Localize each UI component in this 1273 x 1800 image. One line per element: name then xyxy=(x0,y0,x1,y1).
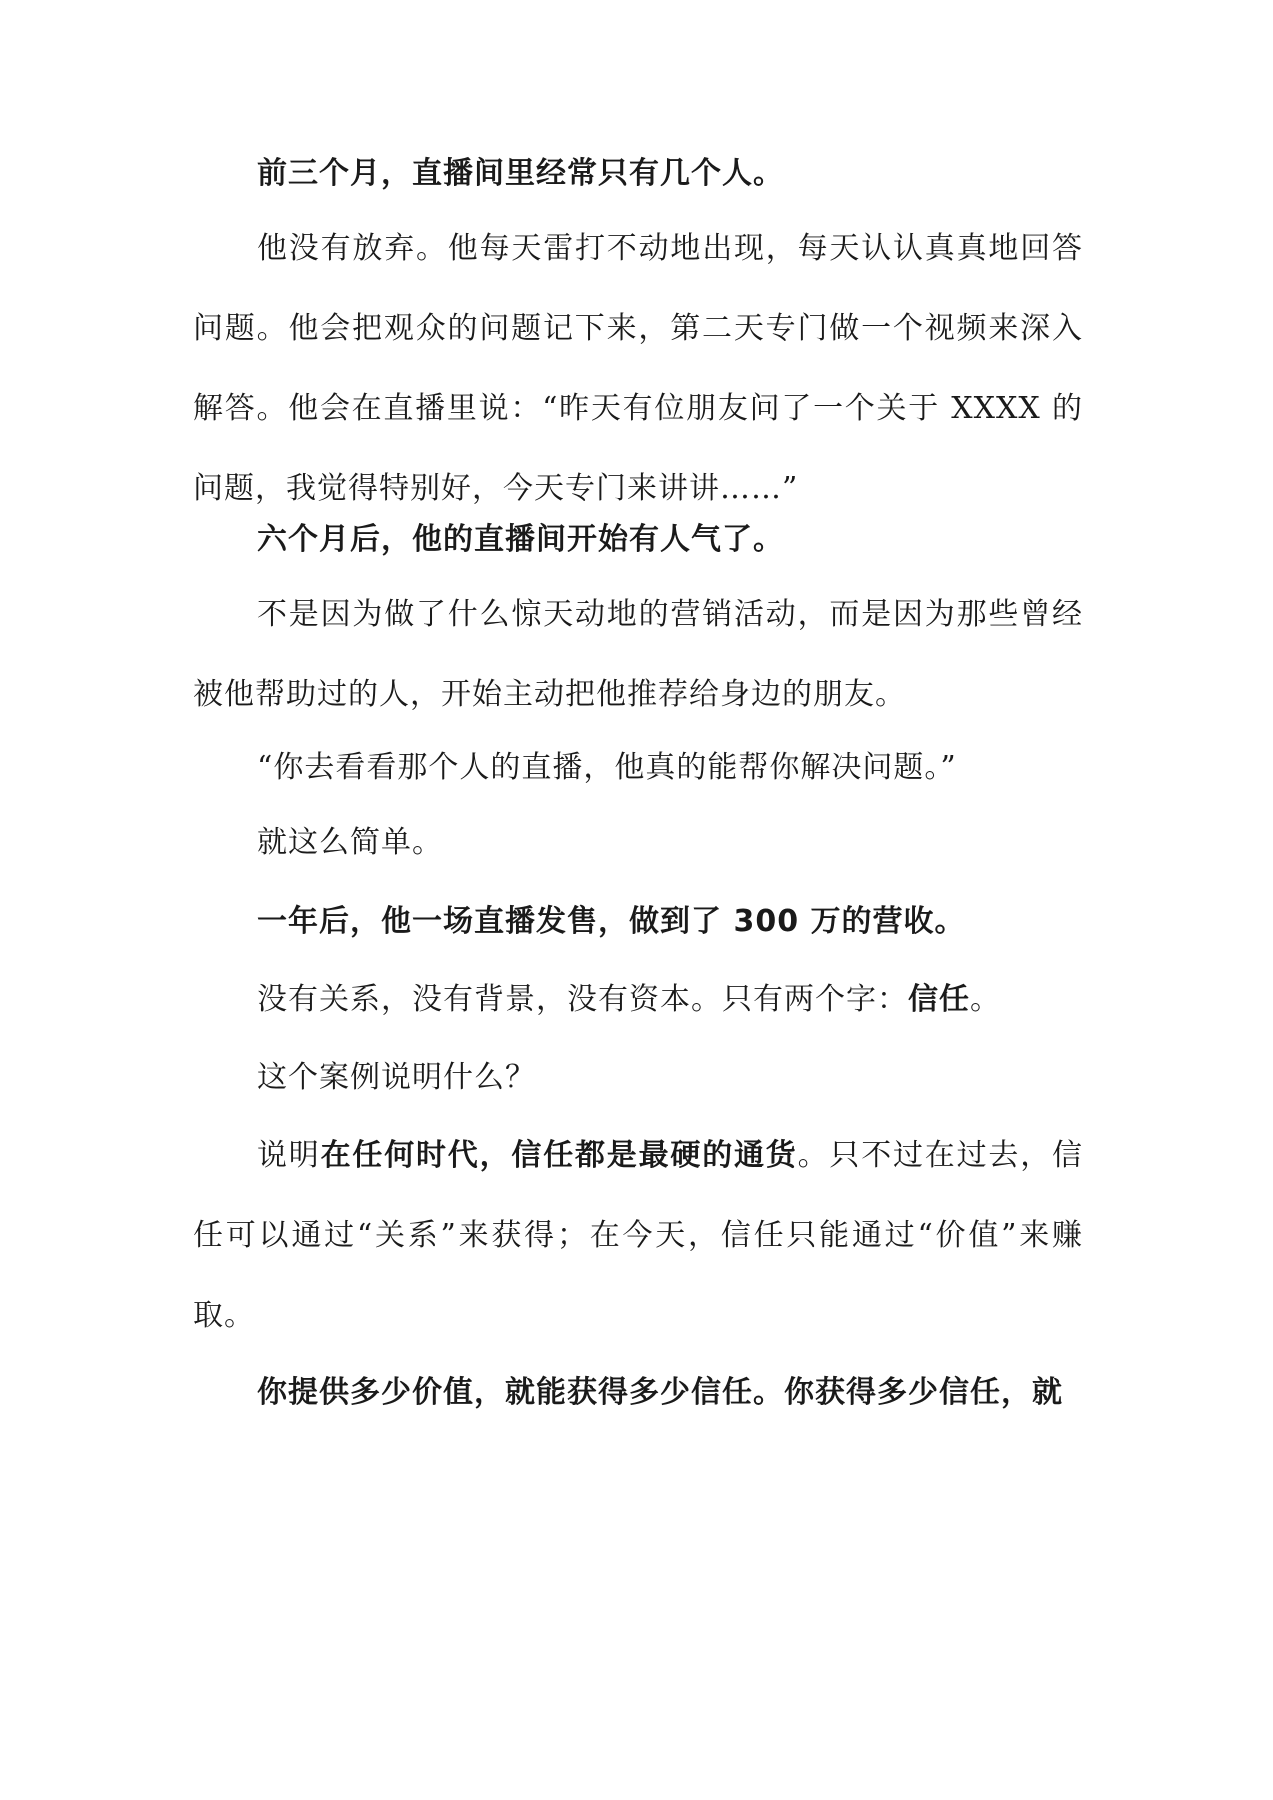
paragraph-six-months-later: 六个月后，他的直播间开始有人气了。 xyxy=(257,522,784,557)
trust-currency-prefix: 说明 xyxy=(257,1138,321,1173)
paragraph-one-year-later: 一年后，他一场直播发售，做到了 300 万的营收。 xyxy=(257,904,966,939)
paragraph-not-marketing: 不是因为做了什么惊天动地的营销活动，而是因为那些曾经被他帮助过的人，开始主动把他推荐给身边的朋友。 xyxy=(193,597,1083,712)
paragraph-trust-currency xyxy=(193,1116,1083,1356)
trust-currency-bold: 在任何时代，信任都是最硬的通货 xyxy=(320,1138,798,1173)
only-trust-suffix: 。 xyxy=(970,982,1001,1017)
paragraph-quote-recommend: “你去看看那个人的直播，他真的能帮你解决问题。” xyxy=(257,750,957,785)
only-trust-prefix: 没有关系，没有背景，没有资本。只有两个字： xyxy=(257,982,908,1017)
paragraph-did-not-give-up: 他没有放弃。他每天雷打不动地出现，每天认认真真地回答问题。他会把观众的问题记下来，第二天专门做一个视频来深入解答。他会在直播里说：“昨天有位朋友问了一个关于 XXXX 的问题，我觉得特别好，今天专门来讲讲……” xyxy=(193,231,1083,506)
paragraph-value-trust: 你提供多少价值，就能获得多少信任。你获得多少信任，就 xyxy=(257,1375,1063,1410)
paragraph-what-case-shows: 这个案例说明什么？ xyxy=(257,1060,536,1095)
paragraph-that-simple: 就这么简单。 xyxy=(257,825,443,860)
paragraph-only-trust xyxy=(193,960,1083,1040)
trust-currency-suffix: 。只不过在过去，信任可以通过“关系”来获得；在今天，信任只能通过“价值”来赚取。 xyxy=(193,1138,1084,1333)
paragraph-first-three-months: 前三个月，直播间里经常只有几个人。 xyxy=(257,156,784,191)
only-trust-bold: 信任 xyxy=(908,982,970,1017)
